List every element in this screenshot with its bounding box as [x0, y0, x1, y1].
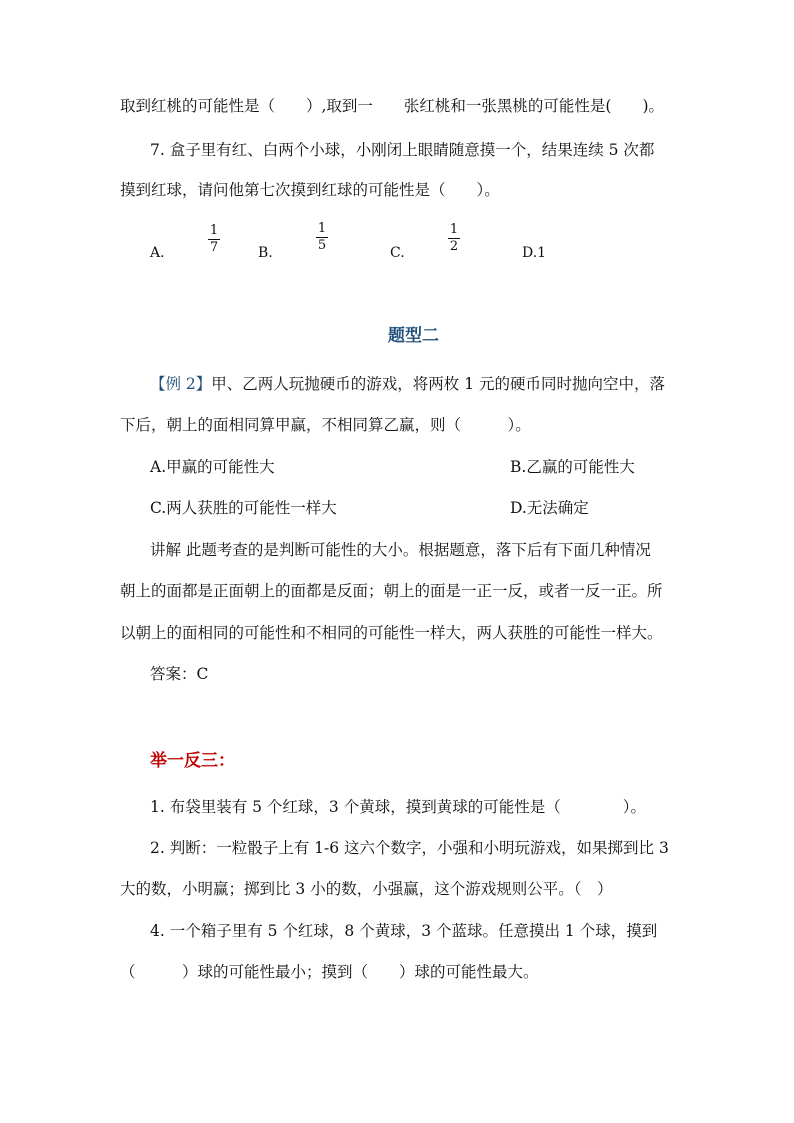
example-2-option-b: B.乙赢的可能性大 — [510, 458, 635, 476]
fraction-denominator: 5 — [317, 238, 327, 253]
example-2-option-d: D.无法确定 — [510, 499, 589, 517]
answer: 答案：C — [150, 665, 209, 683]
question-7-line-2: 摸到红球，请问他第七次摸到红球的可能性是（ ）。 — [120, 181, 500, 199]
example-tag: 【例 2】 — [150, 375, 212, 393]
fraction-numerator: 1 — [449, 222, 459, 237]
option-b-label: B. — [258, 245, 273, 261]
example-2-line-1 — [150, 374, 665, 394]
option-c-fraction — [446, 223, 462, 254]
practice-question-2-line-1: 2. 判断：一粒骰子上有 1-6 这六个数字，小强和小明玩游戏，如果掷到比 3 — [150, 839, 669, 857]
example-2-text: 甲、乙两人玩抛硬币的游戏，将两枚 1 元的硬币同时抛向空中，落 — [211, 375, 666, 393]
explanation-line-2: 朝上的面都是正面朝上的面都是反面；朝上的面是一正一反，或者一反一正。所 — [120, 582, 663, 600]
example-2-option-c: C.两人获胜的可能性一样大 — [150, 499, 337, 517]
practice-question-4-line-2: （ ）球的可能性最小；摸到（ ）球的可能性最大。 — [120, 963, 539, 981]
fraction-numerator: 1 — [209, 223, 219, 238]
practice-title: 举一反三： — [150, 751, 235, 771]
option-a-label: A. — [150, 245, 165, 261]
section-title: 题型二 — [388, 326, 439, 346]
practice-question-4-line-1: 4. 一个箱子里有 5 个红球，8 个黄球，3 个蓝球。任意摸出 1 个球，摸到 — [150, 922, 658, 940]
explanation-line-1: 讲解 此题考查的是判断可能性的大小。根据题意，落下后有下面几种情况 — [150, 541, 651, 559]
question-7-line-1: 7. 盒子里有红、白两个小球，小刚闭上眼睛随意摸一个，结果连续 5 次都 — [150, 141, 655, 159]
explanation-line-3: 以朝上的面相同的可能性和不相同的可能性一样大，两人获胜的可能性一样大。 — [120, 624, 663, 642]
fraction-numerator: 1 — [317, 221, 327, 236]
practice-question-1: 1. 布袋里装有 5 个红球，3 个黄球，摸到黄球的可能性是（ ）。 — [150, 798, 646, 816]
example-2-line-2: 下后，朝上的面相同算甲赢，不相同算乙赢，则（ ）。 — [120, 416, 531, 434]
example-2-option-a: A.甲赢的可能性大 — [150, 458, 275, 476]
option-a-fraction — [206, 224, 222, 255]
fraction-denominator: 2 — [449, 239, 459, 254]
practice-question-2-line-2: 大的数，小明赢；掷到比 3 小的数，小强赢，这个游戏规则公平。（ ） — [120, 880, 613, 898]
fraction-denominator: 7 — [209, 240, 219, 255]
option-c-label: C. — [390, 245, 405, 261]
option-b-fraction — [314, 222, 330, 253]
option-d-label: D.1 — [522, 245, 547, 261]
question-6-tail: 取到红桃的可能性是（ ）,取到一 张红桃和一张黑桃的可能性是( )。 — [120, 97, 665, 115]
